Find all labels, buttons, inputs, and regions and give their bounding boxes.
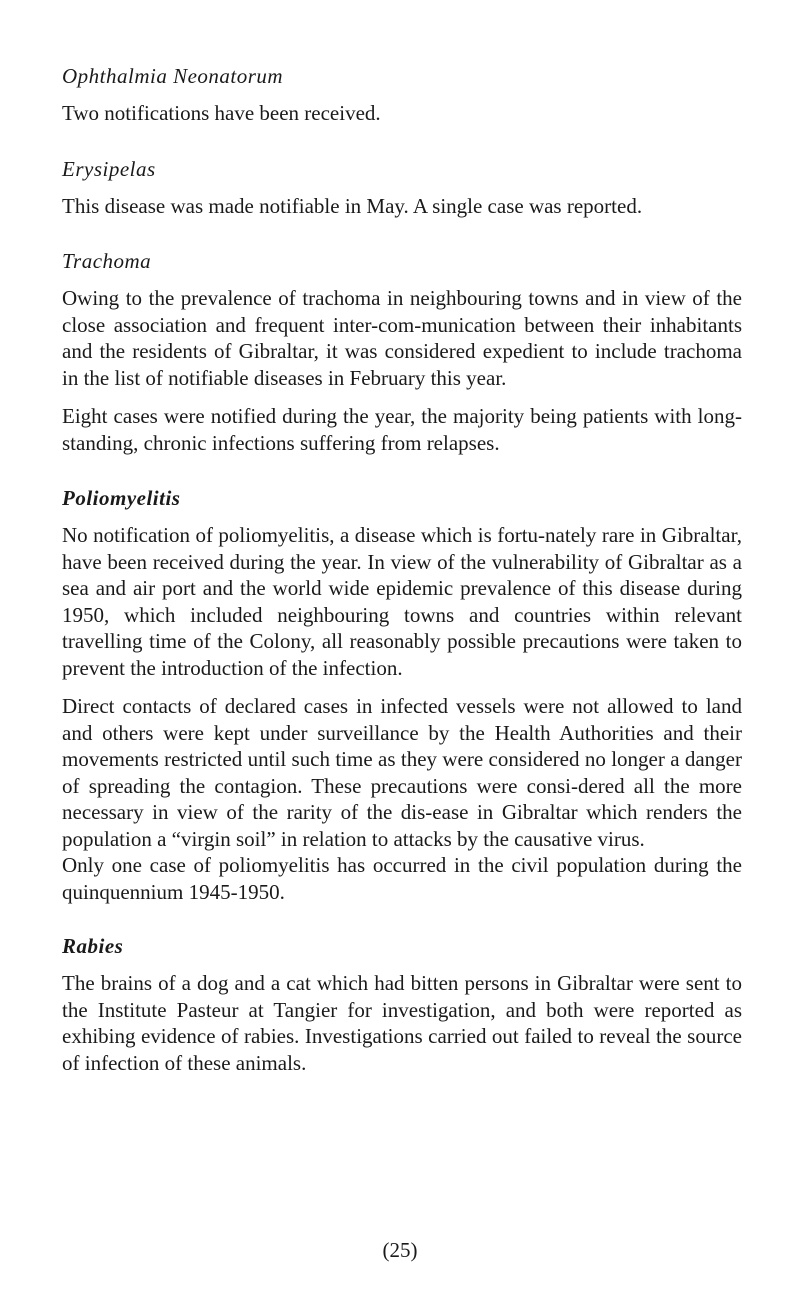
section-heading: Trachoma [62, 249, 152, 273]
section-poliomyelitis [62, 484, 742, 905]
section-heading: Ophthalmia Neonatorum [62, 64, 284, 88]
section-trachoma [62, 247, 742, 456]
paragraph: Two notifications have been received. [62, 101, 381, 125]
section-heading: Poliomyelitis [62, 486, 181, 510]
page-number: (25) [382, 1238, 418, 1262]
section-heading: Erysipelas [62, 156, 156, 181]
paragraph: No notification of poliomyelitis, a disease which is fortu-nately rare in Gibraltar, have been received during the year. In view of the vulnerability of Gibraltar as a sea and air port and the world wide epidemic prevalence of this disease during 1950, which included neighbouring towns and countries within relevant travelling time of the Colony, all reasonably possible precautions were taken to prevent the introduction of the infection. [62, 523, 742, 680]
paragraph: This disease was made notifiable in May. A single case was reported. [62, 193, 643, 218]
section-rabies [62, 932, 742, 1076]
document-page [62, 62, 742, 1076]
section-heading: Rabies [62, 934, 124, 958]
section-erysipelas [62, 155, 742, 220]
section-ophthalmia-neonatorum [62, 62, 742, 127]
paragraph: Direct contacts of declared cases in infected vessels were not allowed to land and others were kept under surveillance by the Health Authorities and their movements restricted until such time as they were considered no longer a danger of spreading the contagion. These precautions were consi-dered all the more necessary in view of the rarity of the dis-ease in Gibraltar which renders the population a “virgin soil” in relation to attacks by the causative virus. [62, 694, 742, 851]
paragraph: Eight cases were notified during the year, the majority being patients with long-standing, chronic infections suffering from relapses. [62, 404, 742, 455]
paragraph: Owing to the prevalence of trachoma in neighbouring towns and in view of the close association and frequent inter-com-munication between their inhabitants and the residents of Gibraltar, it was considered expedient to include trachoma in the list of notifiable diseases in February this year. [62, 286, 742, 390]
paragraph: The brains of a dog and a cat which had bitten persons in Gibraltar were sent to the Institute Pasteur at Tangier for investigation, and both were reported as exhibing evidence of rabies. Investigations carried out failed to reveal the source of infection of these animals. [62, 971, 742, 1075]
paragraph: Only one case of poliomyelitis has occurred in the civil population during the quinquennium 1945-1950. [62, 853, 742, 904]
